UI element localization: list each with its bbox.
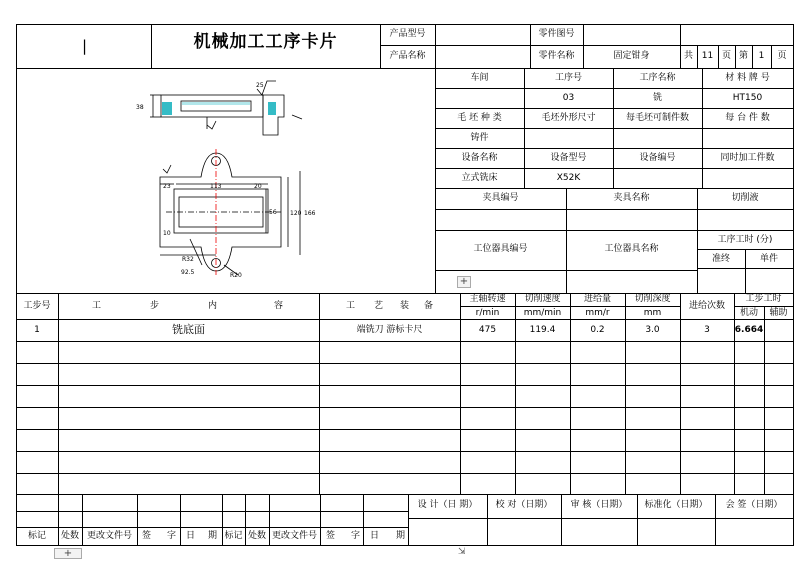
part-drawing	[16, 69, 435, 293]
blank-size-label: 毛坯外形尺寸	[541, 113, 596, 123]
part-name-label: 零件名称	[538, 51, 575, 61]
blank-type-label: 毛 坯 种 类	[457, 113, 502, 123]
time-header: 工步工时	[745, 294, 782, 304]
sign-label-2: 字	[167, 531, 177, 541]
workshop-label: 车间	[470, 73, 489, 83]
change-doc-label: 更改文件号	[86, 531, 132, 541]
countersign-label: 会 签（日期）	[725, 500, 783, 510]
machine-time-cell[interactable]: 6.664	[734, 325, 764, 335]
date-label-3: 日	[370, 531, 380, 541]
dim-label: 166	[304, 210, 316, 217]
step-no-header: 工步号	[23, 301, 51, 311]
content-header-4: 容	[274, 301, 284, 311]
dim-label: 92.5	[181, 269, 195, 276]
add-row-button[interactable]: +	[457, 276, 471, 288]
content-header-1: 工	[92, 301, 102, 311]
dim-label: 25	[256, 82, 264, 89]
spindle-cell[interactable]: 475	[478, 325, 497, 335]
page-unit-2: 页	[777, 51, 787, 61]
content-header-3: 内	[208, 301, 218, 311]
station-tool-no-label: 工位器具编号	[473, 244, 528, 254]
mark-label-2: 标记	[224, 531, 243, 541]
depth-header: 切削深度	[634, 294, 671, 304]
place-label: 处数	[60, 531, 79, 541]
equip-name-value[interactable]: 立式铣床	[461, 173, 498, 183]
prep-label: 准终	[711, 254, 730, 264]
dim-label: 113	[210, 183, 222, 190]
depth-unit: mm	[643, 308, 662, 318]
material-label: 材 料 牌 号	[725, 73, 770, 83]
equip-header-2: 艺	[374, 301, 384, 311]
proof-label: 校 对（日期）	[495, 500, 553, 510]
blank-type-value[interactable]: 铸件	[470, 133, 489, 143]
date-label-2: 期	[208, 531, 218, 541]
unit-label: 单件	[759, 254, 778, 264]
standard-label: 标准化（日期）	[644, 500, 708, 510]
change-doc-label-2: 更改文件号	[271, 531, 317, 541]
aux-time-header: 辅助	[769, 308, 788, 318]
spindle-header: 主轴转速	[469, 294, 506, 304]
op-time-label: 工序工时 (分)	[717, 235, 773, 245]
total-pages[interactable]: 11	[701, 51, 714, 61]
date-label-1: 日	[186, 531, 196, 541]
equip-name-label: 设备名称	[461, 153, 498, 163]
pieces-per-blank-label: 每毛坯可制件数	[625, 113, 689, 123]
feed-unit: mm/r	[585, 308, 610, 318]
feed-cell[interactable]: 0.2	[590, 325, 605, 335]
op-no-label: 工序号	[554, 73, 582, 83]
card-title: 机械加工工序卡片	[193, 32, 338, 52]
page-unit-1: 页	[721, 51, 731, 61]
step-content-cell[interactable]: 铣底面	[172, 323, 205, 336]
mark-label: 标记	[27, 531, 46, 541]
speed-header: 切削速度	[524, 294, 561, 304]
op-no-value[interactable]: 03	[562, 93, 575, 103]
dim-label: 120	[290, 210, 302, 217]
op-name-value[interactable]: 铣	[652, 93, 662, 103]
sign-label-4: 字	[351, 531, 361, 541]
equip-no-label: 设备编号	[639, 153, 676, 163]
spindle-unit: r/min	[475, 308, 500, 318]
date-label-4: 期	[396, 531, 406, 541]
dim-label: 20	[254, 183, 262, 190]
dim-label: 38	[136, 104, 144, 111]
sign-label-1: 签	[142, 531, 152, 541]
fixture-no-label: 夹具编号	[482, 193, 519, 203]
pieces-per-unit-label: 每 台 件 数	[725, 113, 770, 123]
dim-label: R32	[182, 256, 194, 263]
equip-header-3: 装	[400, 301, 410, 311]
content-header-2: 步	[150, 301, 160, 311]
dim-label: 23	[163, 183, 171, 190]
review-label: 审 核（日期）	[570, 500, 628, 510]
current-label: 第	[738, 51, 748, 61]
add-table-row-button[interactable]: +	[54, 548, 82, 559]
op-name-label: 工序名称	[639, 73, 676, 83]
depth-cell[interactable]: 3.0	[645, 325, 660, 335]
speed-cell[interactable]: 119.4	[529, 325, 556, 335]
machine-time-header: 机动	[739, 308, 758, 318]
feed-header: 进给量	[583, 294, 611, 304]
fixture-name-label: 夹具名称	[613, 193, 650, 203]
step-equipment-cell[interactable]: 端铣刀 游标卡尺	[356, 325, 423, 335]
speed-unit: mm/min	[523, 308, 562, 318]
step-no-cell[interactable]: 1	[34, 325, 40, 335]
station-tool-name-label: 工位器具名称	[604, 244, 659, 254]
sign-label-3: 签	[326, 531, 336, 541]
text-cursor: |	[82, 37, 88, 55]
part-name-value[interactable]: 固定钳身	[613, 51, 650, 61]
dim-label: R20	[230, 272, 242, 279]
current-page[interactable]: 1	[758, 51, 765, 61]
simul-pieces-label: 同时加工件数	[720, 153, 775, 163]
product-model-label: 产品型号	[389, 29, 426, 39]
coolant-label: 切削液	[731, 193, 759, 203]
equip-model-label: 设备型号	[550, 153, 587, 163]
total-label: 共	[683, 51, 693, 61]
place-label-2: 处数	[247, 531, 266, 541]
passes-cell[interactable]: 3	[704, 325, 710, 335]
equip-model-value[interactable]: X52K	[556, 173, 581, 183]
resize-handle-icon[interactable]: ⇲	[458, 547, 466, 557]
dim-label: 10	[163, 230, 171, 237]
material-value[interactable]: HT150	[732, 93, 763, 103]
equip-header-4: 备	[424, 301, 434, 311]
product-name-label: 产品名称	[389, 51, 426, 61]
design-label: 设 计（日 期）	[417, 500, 478, 510]
part-drawing-no-label: 零件图号	[538, 29, 575, 39]
passes-header: 进给次数	[688, 301, 725, 311]
dim-label: 56	[269, 209, 277, 216]
equip-header-1: 工	[346, 301, 356, 311]
